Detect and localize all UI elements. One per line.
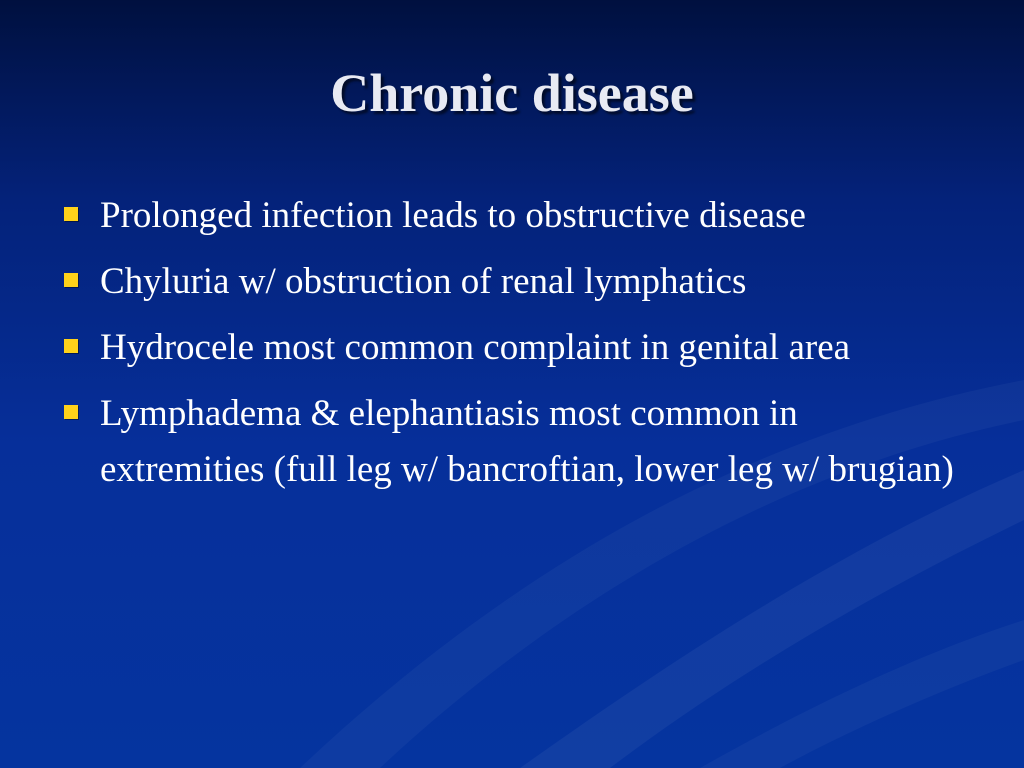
square-bullet-icon	[64, 207, 78, 221]
bullet-text: Lymphadema & elephantiasis most common in extremities (full leg w/ bancroftian, lower leg w/ brugian)	[100, 393, 954, 490]
bullet-text: Prolonged infection leads to obstructive disease	[100, 195, 806, 236]
bullet-item	[62, 254, 962, 310]
bullet-text: Hydrocele most common complaint in genital area	[100, 327, 851, 368]
bullet-list	[62, 188, 962, 508]
square-bullet-icon	[64, 405, 78, 419]
slide-title: Chronic disease	[330, 63, 694, 123]
bullet-item	[62, 386, 962, 498]
square-bullet-icon	[64, 339, 78, 353]
square-bullet-icon	[64, 273, 78, 287]
bullet-item	[62, 320, 962, 376]
bullet-text: Chyluria w/ obstruction of renal lymphatics	[100, 261, 747, 302]
bullet-item	[62, 188, 962, 244]
